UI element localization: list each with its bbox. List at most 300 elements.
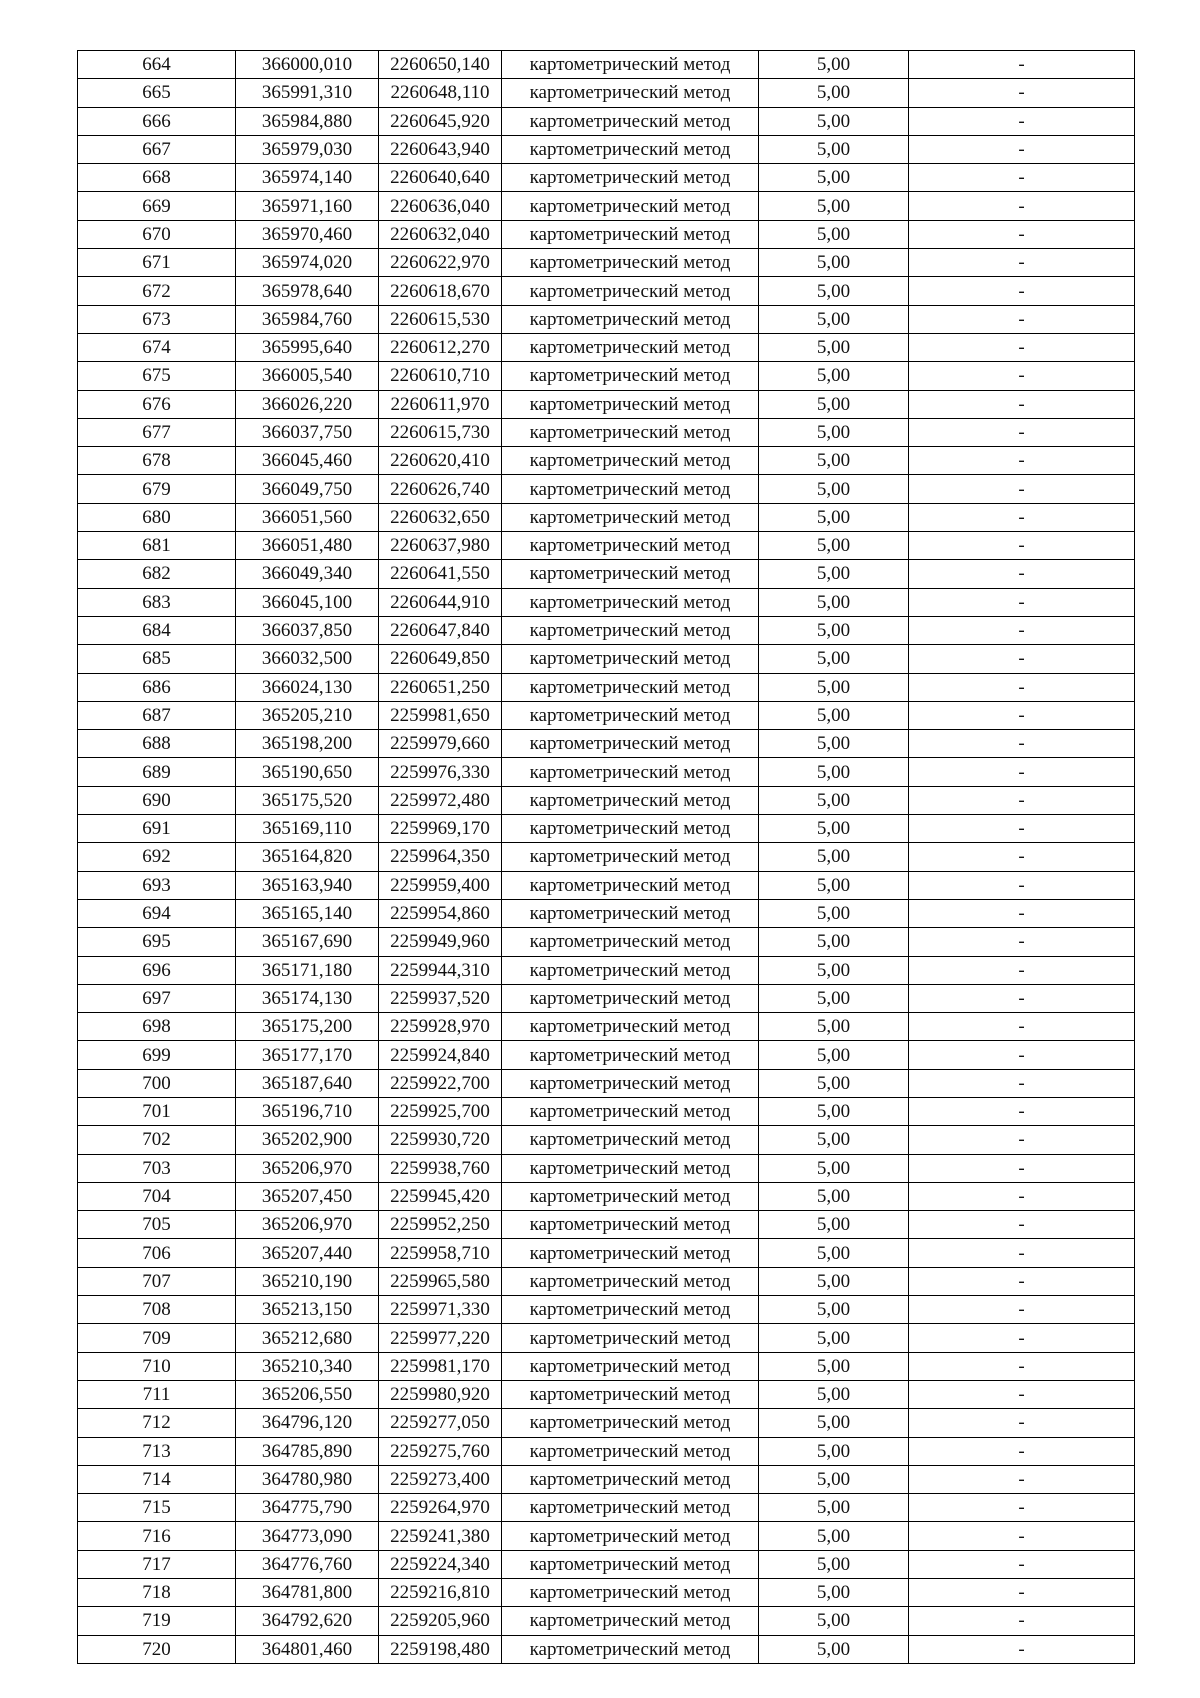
method-cell: картометрический метод bbox=[502, 1324, 759, 1352]
y-coordinate-cell: 2259981,650 bbox=[379, 701, 502, 729]
x-coordinate-cell: 366000,010 bbox=[236, 51, 379, 79]
point-number-cell: 680 bbox=[78, 503, 236, 531]
precision-cell: 5,00 bbox=[759, 843, 909, 871]
y-coordinate-cell: 2259198,480 bbox=[379, 1635, 502, 1663]
point-number-cell: 715 bbox=[78, 1494, 236, 1522]
y-coordinate-cell: 2259980,920 bbox=[379, 1380, 502, 1408]
point-number-cell: 670 bbox=[78, 220, 236, 248]
y-coordinate-cell: 2259928,970 bbox=[379, 1013, 502, 1041]
description-cell: - bbox=[909, 447, 1135, 475]
description-cell: - bbox=[909, 1352, 1135, 1380]
point-number-cell: 718 bbox=[78, 1579, 236, 1607]
method-cell: картометрический метод bbox=[502, 418, 759, 446]
table-row bbox=[78, 1409, 1135, 1437]
x-coordinate-cell: 364801,460 bbox=[236, 1635, 379, 1663]
description-cell: - bbox=[909, 1550, 1135, 1578]
y-coordinate-cell: 2259965,580 bbox=[379, 1267, 502, 1295]
x-coordinate-cell: 364780,980 bbox=[236, 1465, 379, 1493]
y-coordinate-cell: 2260650,140 bbox=[379, 51, 502, 79]
description-cell: - bbox=[909, 192, 1135, 220]
x-coordinate-cell: 365205,210 bbox=[236, 701, 379, 729]
precision-cell: 5,00 bbox=[759, 532, 909, 560]
description-cell: - bbox=[909, 673, 1135, 701]
table-row bbox=[78, 305, 1135, 333]
y-coordinate-cell: 2259205,960 bbox=[379, 1607, 502, 1635]
x-coordinate-cell: 365177,170 bbox=[236, 1041, 379, 1069]
method-cell: картометрический метод bbox=[502, 503, 759, 531]
point-number-cell: 677 bbox=[78, 418, 236, 446]
y-coordinate-cell: 2259954,860 bbox=[379, 899, 502, 927]
y-coordinate-cell: 2260620,410 bbox=[379, 447, 502, 475]
x-coordinate-cell: 365206,970 bbox=[236, 1154, 379, 1182]
point-number-cell: 704 bbox=[78, 1182, 236, 1210]
description-cell: - bbox=[909, 701, 1135, 729]
y-coordinate-cell: 2260649,850 bbox=[379, 645, 502, 673]
description-cell: - bbox=[909, 786, 1135, 814]
precision-cell: 5,00 bbox=[759, 1352, 909, 1380]
table-row bbox=[78, 192, 1135, 220]
x-coordinate-cell: 365207,450 bbox=[236, 1182, 379, 1210]
point-number-cell: 682 bbox=[78, 560, 236, 588]
point-number-cell: 668 bbox=[78, 164, 236, 192]
precision-cell: 5,00 bbox=[759, 362, 909, 390]
method-cell: картометрический метод bbox=[502, 249, 759, 277]
description-cell: - bbox=[909, 1239, 1135, 1267]
method-cell: картометрический метод bbox=[502, 984, 759, 1012]
precision-cell: 5,00 bbox=[759, 588, 909, 616]
precision-cell: 5,00 bbox=[759, 786, 909, 814]
description-cell: - bbox=[909, 51, 1135, 79]
method-cell: картометрический метод bbox=[502, 899, 759, 927]
method-cell: картометрический метод bbox=[502, 447, 759, 475]
table-row bbox=[78, 984, 1135, 1012]
precision-cell: 5,00 bbox=[759, 1239, 909, 1267]
method-cell: картометрический метод bbox=[502, 1267, 759, 1295]
y-coordinate-cell: 2260626,740 bbox=[379, 475, 502, 503]
precision-cell: 5,00 bbox=[759, 899, 909, 927]
y-coordinate-cell: 2259924,840 bbox=[379, 1041, 502, 1069]
precision-cell: 5,00 bbox=[759, 730, 909, 758]
table-row bbox=[78, 1239, 1135, 1267]
y-coordinate-cell: 2259937,520 bbox=[379, 984, 502, 1012]
method-cell: картометрический метод bbox=[502, 51, 759, 79]
method-cell: картометрический метод bbox=[502, 1494, 759, 1522]
point-number-cell: 709 bbox=[78, 1324, 236, 1352]
y-coordinate-cell: 2259930,720 bbox=[379, 1126, 502, 1154]
coordinates-table bbox=[77, 50, 1135, 1664]
x-coordinate-cell: 366005,540 bbox=[236, 362, 379, 390]
y-coordinate-cell: 2259216,810 bbox=[379, 1579, 502, 1607]
description-cell: - bbox=[909, 1579, 1135, 1607]
description-cell: - bbox=[909, 1267, 1135, 1295]
precision-cell: 5,00 bbox=[759, 333, 909, 361]
point-number-cell: 705 bbox=[78, 1211, 236, 1239]
y-coordinate-cell: 2260618,670 bbox=[379, 277, 502, 305]
description-cell: - bbox=[909, 730, 1135, 758]
precision-cell: 5,00 bbox=[759, 1380, 909, 1408]
y-coordinate-cell: 2260615,730 bbox=[379, 418, 502, 446]
table-row bbox=[78, 1579, 1135, 1607]
point-number-cell: 664 bbox=[78, 51, 236, 79]
precision-cell: 5,00 bbox=[759, 305, 909, 333]
x-coordinate-cell: 365210,340 bbox=[236, 1352, 379, 1380]
point-number-cell: 694 bbox=[78, 899, 236, 927]
x-coordinate-cell: 365163,940 bbox=[236, 871, 379, 899]
x-coordinate-cell: 366051,560 bbox=[236, 503, 379, 531]
method-cell: картометрический метод bbox=[502, 532, 759, 560]
method-cell: картометрический метод bbox=[502, 701, 759, 729]
x-coordinate-cell: 365978,640 bbox=[236, 277, 379, 305]
method-cell: картометрический метод bbox=[502, 1041, 759, 1069]
table-row bbox=[78, 758, 1135, 786]
description-cell: - bbox=[909, 1465, 1135, 1493]
description-cell: - bbox=[909, 815, 1135, 843]
table-row bbox=[78, 645, 1135, 673]
x-coordinate-cell: 365210,190 bbox=[236, 1267, 379, 1295]
precision-cell: 5,00 bbox=[759, 1211, 909, 1239]
table-row bbox=[78, 701, 1135, 729]
point-number-cell: 711 bbox=[78, 1380, 236, 1408]
y-coordinate-cell: 2260644,910 bbox=[379, 588, 502, 616]
y-coordinate-cell: 2259241,380 bbox=[379, 1522, 502, 1550]
y-coordinate-cell: 2259925,700 bbox=[379, 1097, 502, 1125]
precision-cell: 5,00 bbox=[759, 1182, 909, 1210]
y-coordinate-cell: 2259972,480 bbox=[379, 786, 502, 814]
method-cell: картометрический метод bbox=[502, 1437, 759, 1465]
description-cell: - bbox=[909, 1607, 1135, 1635]
y-coordinate-cell: 2259273,400 bbox=[379, 1465, 502, 1493]
x-coordinate-cell: 364776,760 bbox=[236, 1550, 379, 1578]
method-cell: картометрический метод bbox=[502, 305, 759, 333]
method-cell: картометрический метод bbox=[502, 220, 759, 248]
description-cell: - bbox=[909, 1013, 1135, 1041]
precision-cell: 5,00 bbox=[759, 1579, 909, 1607]
y-coordinate-cell: 2260637,980 bbox=[379, 532, 502, 560]
description-cell: - bbox=[909, 135, 1135, 163]
method-cell: картометрический метод bbox=[502, 277, 759, 305]
y-coordinate-cell: 2259971,330 bbox=[379, 1296, 502, 1324]
table-row bbox=[78, 786, 1135, 814]
x-coordinate-cell: 365984,880 bbox=[236, 107, 379, 135]
x-coordinate-cell: 365991,310 bbox=[236, 79, 379, 107]
x-coordinate-cell: 365165,140 bbox=[236, 899, 379, 927]
y-coordinate-cell: 2260648,110 bbox=[379, 79, 502, 107]
table-row bbox=[78, 532, 1135, 560]
table-row bbox=[78, 107, 1135, 135]
description-cell: - bbox=[909, 107, 1135, 135]
description-cell: - bbox=[909, 79, 1135, 107]
method-cell: картометрический метод bbox=[502, 1522, 759, 1550]
x-coordinate-cell: 365169,110 bbox=[236, 815, 379, 843]
point-number-cell: 692 bbox=[78, 843, 236, 871]
point-number-cell: 719 bbox=[78, 1607, 236, 1635]
x-coordinate-cell: 364775,790 bbox=[236, 1494, 379, 1522]
description-cell: - bbox=[909, 503, 1135, 531]
method-cell: картометрический метод bbox=[502, 1211, 759, 1239]
table-row bbox=[78, 475, 1135, 503]
table-row bbox=[78, 956, 1135, 984]
point-number-cell: 671 bbox=[78, 249, 236, 277]
description-cell: - bbox=[909, 418, 1135, 446]
point-number-cell: 697 bbox=[78, 984, 236, 1012]
precision-cell: 5,00 bbox=[759, 1154, 909, 1182]
description-cell: - bbox=[909, 164, 1135, 192]
precision-cell: 5,00 bbox=[759, 1041, 909, 1069]
point-number-cell: 707 bbox=[78, 1267, 236, 1295]
y-coordinate-cell: 2259969,170 bbox=[379, 815, 502, 843]
table-row bbox=[78, 1465, 1135, 1493]
table-row bbox=[78, 503, 1135, 531]
y-coordinate-cell: 2259922,700 bbox=[379, 1069, 502, 1097]
method-cell: картометрический метод bbox=[502, 1607, 759, 1635]
description-cell: - bbox=[909, 1409, 1135, 1437]
point-number-cell: 702 bbox=[78, 1126, 236, 1154]
table-row bbox=[78, 333, 1135, 361]
method-cell: картометрический метод bbox=[502, 871, 759, 899]
y-coordinate-cell: 2260615,530 bbox=[379, 305, 502, 333]
description-cell: - bbox=[909, 1069, 1135, 1097]
point-number-cell: 665 bbox=[78, 79, 236, 107]
precision-cell: 5,00 bbox=[759, 220, 909, 248]
table-row bbox=[78, 1522, 1135, 1550]
point-number-cell: 669 bbox=[78, 192, 236, 220]
y-coordinate-cell: 2260643,940 bbox=[379, 135, 502, 163]
precision-cell: 5,00 bbox=[759, 701, 909, 729]
precision-cell: 5,00 bbox=[759, 1494, 909, 1522]
precision-cell: 5,00 bbox=[759, 1437, 909, 1465]
y-coordinate-cell: 2259275,760 bbox=[379, 1437, 502, 1465]
x-coordinate-cell: 366045,460 bbox=[236, 447, 379, 475]
x-coordinate-cell: 364785,890 bbox=[236, 1437, 379, 1465]
table-row bbox=[78, 1267, 1135, 1295]
x-coordinate-cell: 364792,620 bbox=[236, 1607, 379, 1635]
x-coordinate-cell: 365970,460 bbox=[236, 220, 379, 248]
point-number-cell: 710 bbox=[78, 1352, 236, 1380]
description-cell: - bbox=[909, 1437, 1135, 1465]
precision-cell: 5,00 bbox=[759, 1126, 909, 1154]
y-coordinate-cell: 2260636,040 bbox=[379, 192, 502, 220]
table-row bbox=[78, 588, 1135, 616]
method-cell: картометрический метод bbox=[502, 107, 759, 135]
method-cell: картометрический метод bbox=[502, 786, 759, 814]
method-cell: картометрический метод bbox=[502, 645, 759, 673]
method-cell: картометрический метод bbox=[502, 1013, 759, 1041]
table-row bbox=[78, 1041, 1135, 1069]
x-coordinate-cell: 365212,680 bbox=[236, 1324, 379, 1352]
x-coordinate-cell: 366037,850 bbox=[236, 616, 379, 644]
x-coordinate-cell: 365196,710 bbox=[236, 1097, 379, 1125]
method-cell: картометрический метод bbox=[502, 1635, 759, 1663]
table-row bbox=[78, 815, 1135, 843]
table-row bbox=[78, 1635, 1135, 1663]
y-coordinate-cell: 2259959,400 bbox=[379, 871, 502, 899]
x-coordinate-cell: 364796,120 bbox=[236, 1409, 379, 1437]
point-number-cell: 688 bbox=[78, 730, 236, 758]
method-cell: картометрический метод bbox=[502, 1550, 759, 1578]
y-coordinate-cell: 2260632,650 bbox=[379, 503, 502, 531]
x-coordinate-cell: 365167,690 bbox=[236, 928, 379, 956]
table-row bbox=[78, 1013, 1135, 1041]
y-coordinate-cell: 2260610,710 bbox=[379, 362, 502, 390]
precision-cell: 5,00 bbox=[759, 673, 909, 701]
description-cell: - bbox=[909, 333, 1135, 361]
y-coordinate-cell: 2259958,710 bbox=[379, 1239, 502, 1267]
x-coordinate-cell: 365207,440 bbox=[236, 1239, 379, 1267]
x-coordinate-cell: 366032,500 bbox=[236, 645, 379, 673]
description-cell: - bbox=[909, 1097, 1135, 1125]
description-cell: - bbox=[909, 560, 1135, 588]
y-coordinate-cell: 2259952,250 bbox=[379, 1211, 502, 1239]
method-cell: картометрический метод bbox=[502, 1154, 759, 1182]
precision-cell: 5,00 bbox=[759, 871, 909, 899]
precision-cell: 5,00 bbox=[759, 475, 909, 503]
table-row bbox=[78, 164, 1135, 192]
method-cell: картометрический метод bbox=[502, 79, 759, 107]
method-cell: картометрический метод bbox=[502, 1409, 759, 1437]
description-cell: - bbox=[909, 1380, 1135, 1408]
method-cell: картометрический метод bbox=[502, 475, 759, 503]
precision-cell: 5,00 bbox=[759, 1409, 909, 1437]
x-coordinate-cell: 365974,020 bbox=[236, 249, 379, 277]
description-cell: - bbox=[909, 1182, 1135, 1210]
y-coordinate-cell: 2260647,840 bbox=[379, 616, 502, 644]
point-number-cell: 706 bbox=[78, 1239, 236, 1267]
description-cell: - bbox=[909, 305, 1135, 333]
y-coordinate-cell: 2259979,660 bbox=[379, 730, 502, 758]
x-coordinate-cell: 365198,200 bbox=[236, 730, 379, 758]
precision-cell: 5,00 bbox=[759, 135, 909, 163]
method-cell: картометрический метод bbox=[502, 164, 759, 192]
x-coordinate-cell: 365984,760 bbox=[236, 305, 379, 333]
method-cell: картометрический метод bbox=[502, 560, 759, 588]
y-coordinate-cell: 2260651,250 bbox=[379, 673, 502, 701]
precision-cell: 5,00 bbox=[759, 956, 909, 984]
precision-cell: 5,00 bbox=[759, 1324, 909, 1352]
point-number-cell: 672 bbox=[78, 277, 236, 305]
y-coordinate-cell: 2259277,050 bbox=[379, 1409, 502, 1437]
method-cell: картометрический метод bbox=[502, 362, 759, 390]
point-number-cell: 695 bbox=[78, 928, 236, 956]
precision-cell: 5,00 bbox=[759, 390, 909, 418]
point-number-cell: 691 bbox=[78, 815, 236, 843]
method-cell: картометрический метод bbox=[502, 1296, 759, 1324]
point-number-cell: 714 bbox=[78, 1465, 236, 1493]
table-row bbox=[78, 1211, 1135, 1239]
table-row bbox=[78, 1069, 1135, 1097]
x-coordinate-cell: 365213,150 bbox=[236, 1296, 379, 1324]
description-cell: - bbox=[909, 899, 1135, 927]
point-number-cell: 667 bbox=[78, 135, 236, 163]
method-cell: картометрический метод bbox=[502, 1239, 759, 1267]
table-row bbox=[78, 1154, 1135, 1182]
precision-cell: 5,00 bbox=[759, 1296, 909, 1324]
description-cell: - bbox=[909, 645, 1135, 673]
precision-cell: 5,00 bbox=[759, 418, 909, 446]
description-cell: - bbox=[909, 843, 1135, 871]
table-row bbox=[78, 277, 1135, 305]
point-number-cell: 700 bbox=[78, 1069, 236, 1097]
x-coordinate-cell: 365206,550 bbox=[236, 1380, 379, 1408]
description-cell: - bbox=[909, 1041, 1135, 1069]
description-cell: - bbox=[909, 1324, 1135, 1352]
description-cell: - bbox=[909, 1494, 1135, 1522]
x-coordinate-cell: 366026,220 bbox=[236, 390, 379, 418]
point-number-cell: 678 bbox=[78, 447, 236, 475]
precision-cell: 5,00 bbox=[759, 560, 909, 588]
description-cell: - bbox=[909, 588, 1135, 616]
description-cell: - bbox=[909, 1296, 1135, 1324]
method-cell: картометрический метод bbox=[502, 333, 759, 361]
table-row bbox=[78, 1097, 1135, 1125]
point-number-cell: 698 bbox=[78, 1013, 236, 1041]
description-cell: - bbox=[909, 984, 1135, 1012]
table-row bbox=[78, 560, 1135, 588]
precision-cell: 5,00 bbox=[759, 1522, 909, 1550]
description-cell: - bbox=[909, 220, 1135, 248]
x-coordinate-cell: 365175,520 bbox=[236, 786, 379, 814]
point-number-cell: 701 bbox=[78, 1097, 236, 1125]
x-coordinate-cell: 366051,480 bbox=[236, 532, 379, 560]
y-coordinate-cell: 2260645,920 bbox=[379, 107, 502, 135]
x-coordinate-cell: 366037,750 bbox=[236, 418, 379, 446]
description-cell: - bbox=[909, 1126, 1135, 1154]
table-row bbox=[78, 1607, 1135, 1635]
y-coordinate-cell: 2259938,760 bbox=[379, 1154, 502, 1182]
table-row bbox=[78, 1550, 1135, 1578]
precision-cell: 5,00 bbox=[759, 51, 909, 79]
point-number-cell: 686 bbox=[78, 673, 236, 701]
point-number-cell: 703 bbox=[78, 1154, 236, 1182]
table-row bbox=[78, 51, 1135, 79]
y-coordinate-cell: 2260632,040 bbox=[379, 220, 502, 248]
table-row bbox=[78, 899, 1135, 927]
description-cell: - bbox=[909, 277, 1135, 305]
point-number-cell: 683 bbox=[78, 588, 236, 616]
method-cell: картометрический метод bbox=[502, 192, 759, 220]
method-cell: картометрический метод bbox=[502, 1579, 759, 1607]
point-number-cell: 684 bbox=[78, 616, 236, 644]
precision-cell: 5,00 bbox=[759, 984, 909, 1012]
y-coordinate-cell: 2259945,420 bbox=[379, 1182, 502, 1210]
x-coordinate-cell: 366049,750 bbox=[236, 475, 379, 503]
method-cell: картометрический метод bbox=[502, 1182, 759, 1210]
y-coordinate-cell: 2259977,220 bbox=[379, 1324, 502, 1352]
description-cell: - bbox=[909, 871, 1135, 899]
point-number-cell: 713 bbox=[78, 1437, 236, 1465]
x-coordinate-cell: 366024,130 bbox=[236, 673, 379, 701]
method-cell: картометрический метод bbox=[502, 815, 759, 843]
description-cell: - bbox=[909, 1211, 1135, 1239]
x-coordinate-cell: 365206,970 bbox=[236, 1211, 379, 1239]
table-row bbox=[78, 1182, 1135, 1210]
table-row bbox=[78, 730, 1135, 758]
y-coordinate-cell: 2259976,330 bbox=[379, 758, 502, 786]
precision-cell: 5,00 bbox=[759, 758, 909, 786]
y-coordinate-cell: 2259264,970 bbox=[379, 1494, 502, 1522]
x-coordinate-cell: 365971,160 bbox=[236, 192, 379, 220]
precision-cell: 5,00 bbox=[759, 1550, 909, 1578]
precision-cell: 5,00 bbox=[759, 164, 909, 192]
description-cell: - bbox=[909, 758, 1135, 786]
table-row bbox=[78, 135, 1135, 163]
method-cell: картометрический метод bbox=[502, 1097, 759, 1125]
point-number-cell: 673 bbox=[78, 305, 236, 333]
description-cell: - bbox=[909, 1635, 1135, 1663]
precision-cell: 5,00 bbox=[759, 79, 909, 107]
y-coordinate-cell: 2260640,640 bbox=[379, 164, 502, 192]
description-cell: - bbox=[909, 956, 1135, 984]
precision-cell: 5,00 bbox=[759, 645, 909, 673]
